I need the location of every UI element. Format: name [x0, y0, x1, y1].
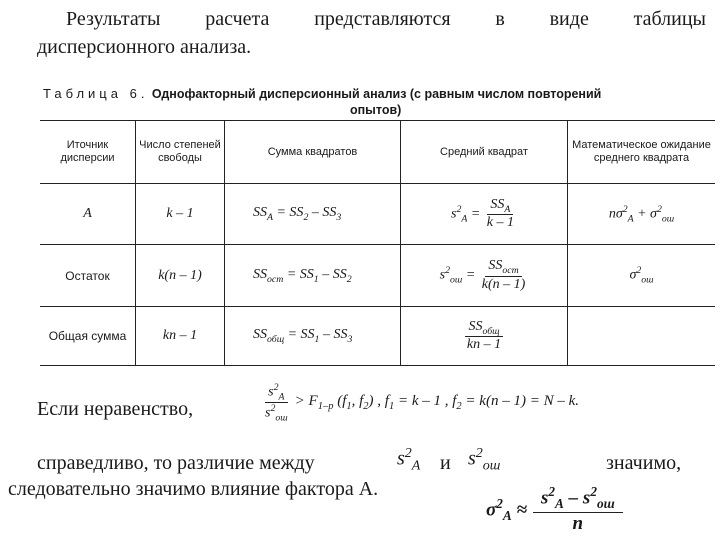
cell-source-residual: Остаток: [40, 245, 136, 307]
cell-ems-residual: $\sigma^2_{ош}$: [568, 245, 716, 307]
header-ms: Средний квадрат: [401, 121, 568, 184]
table-header-row: [40, 121, 715, 184]
header-source: Иточник дисперсии: [40, 121, 136, 184]
cell-source-total: Общая сумма: [40, 307, 136, 366]
header-ss: Сумма квадратов: [225, 121, 401, 184]
table-caption-title: Однофакторный дисперсионный анализ (с равным числом повторений: [151, 87, 602, 101]
symbol-s2-a: $s^2_A$: [397, 446, 421, 474]
cell-ss-a: $SS_A = SS_2 - SS_3$: [225, 184, 401, 245]
anova-table: [40, 120, 715, 366]
conclusion-line-2: следовательно значимо влияние фактора А.: [8, 478, 379, 500]
final-formula: $\sigma^2_A$ ≈ $\frac{s^2_A - s^2_{ош}}{n}$: [486, 484, 623, 535]
cell-df-total: kn – 1: [136, 307, 225, 366]
intro-line-1: Результаты расчета представляются в виде таблицы: [66, 8, 706, 30]
conclusion-line-1a: справедливо, то различие между: [37, 452, 315, 474]
intro-line-2: дисперсионного анализа.: [37, 36, 252, 58]
cell-df-a: k – 1: [136, 184, 225, 245]
cell-ems-a: $n\sigma^2_A + \sigma^2_{ош}$: [568, 184, 716, 245]
header-df: Число степеней свободы: [136, 121, 225, 184]
cell-ss-residual: $SS_{ост} = SS_1 - SS_2$: [225, 245, 401, 307]
conclusion-line-1b: значимо,: [606, 452, 682, 474]
cell-df-residual: k(n – 1): [136, 245, 225, 307]
table-caption-line-2: опытов): [350, 103, 402, 117]
table-row: [40, 184, 715, 245]
conclusion-and: и: [440, 452, 451, 474]
cell-ems-total: [568, 307, 716, 366]
table-row: [40, 245, 715, 307]
cell-ss-total: $SS_{общ} = SS_1 - SS_3$: [225, 307, 401, 366]
cell-source-a: А: [40, 184, 136, 245]
table-caption-label: Таблица 6.: [43, 86, 149, 101]
symbol-s2-osh: $s^2_{ош}$: [468, 446, 501, 474]
header-ems: Математическое ожидание среднего квадрата: [568, 121, 716, 184]
cell-ms-total: $\frac{SS_{общ}}{kn - 1}$: [401, 307, 568, 366]
inequality-formula: $\frac{s^2_A}{s^2_{ош}}$ > $F_{1-p}$ ($f_1$, $f_2$) , $f_1 = k - 1$ , $f_2 = k(n - 1) = N - k$.: [265, 382, 579, 424]
cell-ms-a: $s^2_A$ = $\frac{SS_A}{k - 1}$: [401, 184, 568, 245]
inequality-lead: Если неравенство,: [37, 398, 194, 420]
table-row: [40, 307, 715, 366]
table-caption: [43, 86, 715, 101]
cell-ms-residual: $s^2_{ош}$ = $\frac{SS_{ост}}{k(n - 1)}$: [401, 245, 568, 307]
